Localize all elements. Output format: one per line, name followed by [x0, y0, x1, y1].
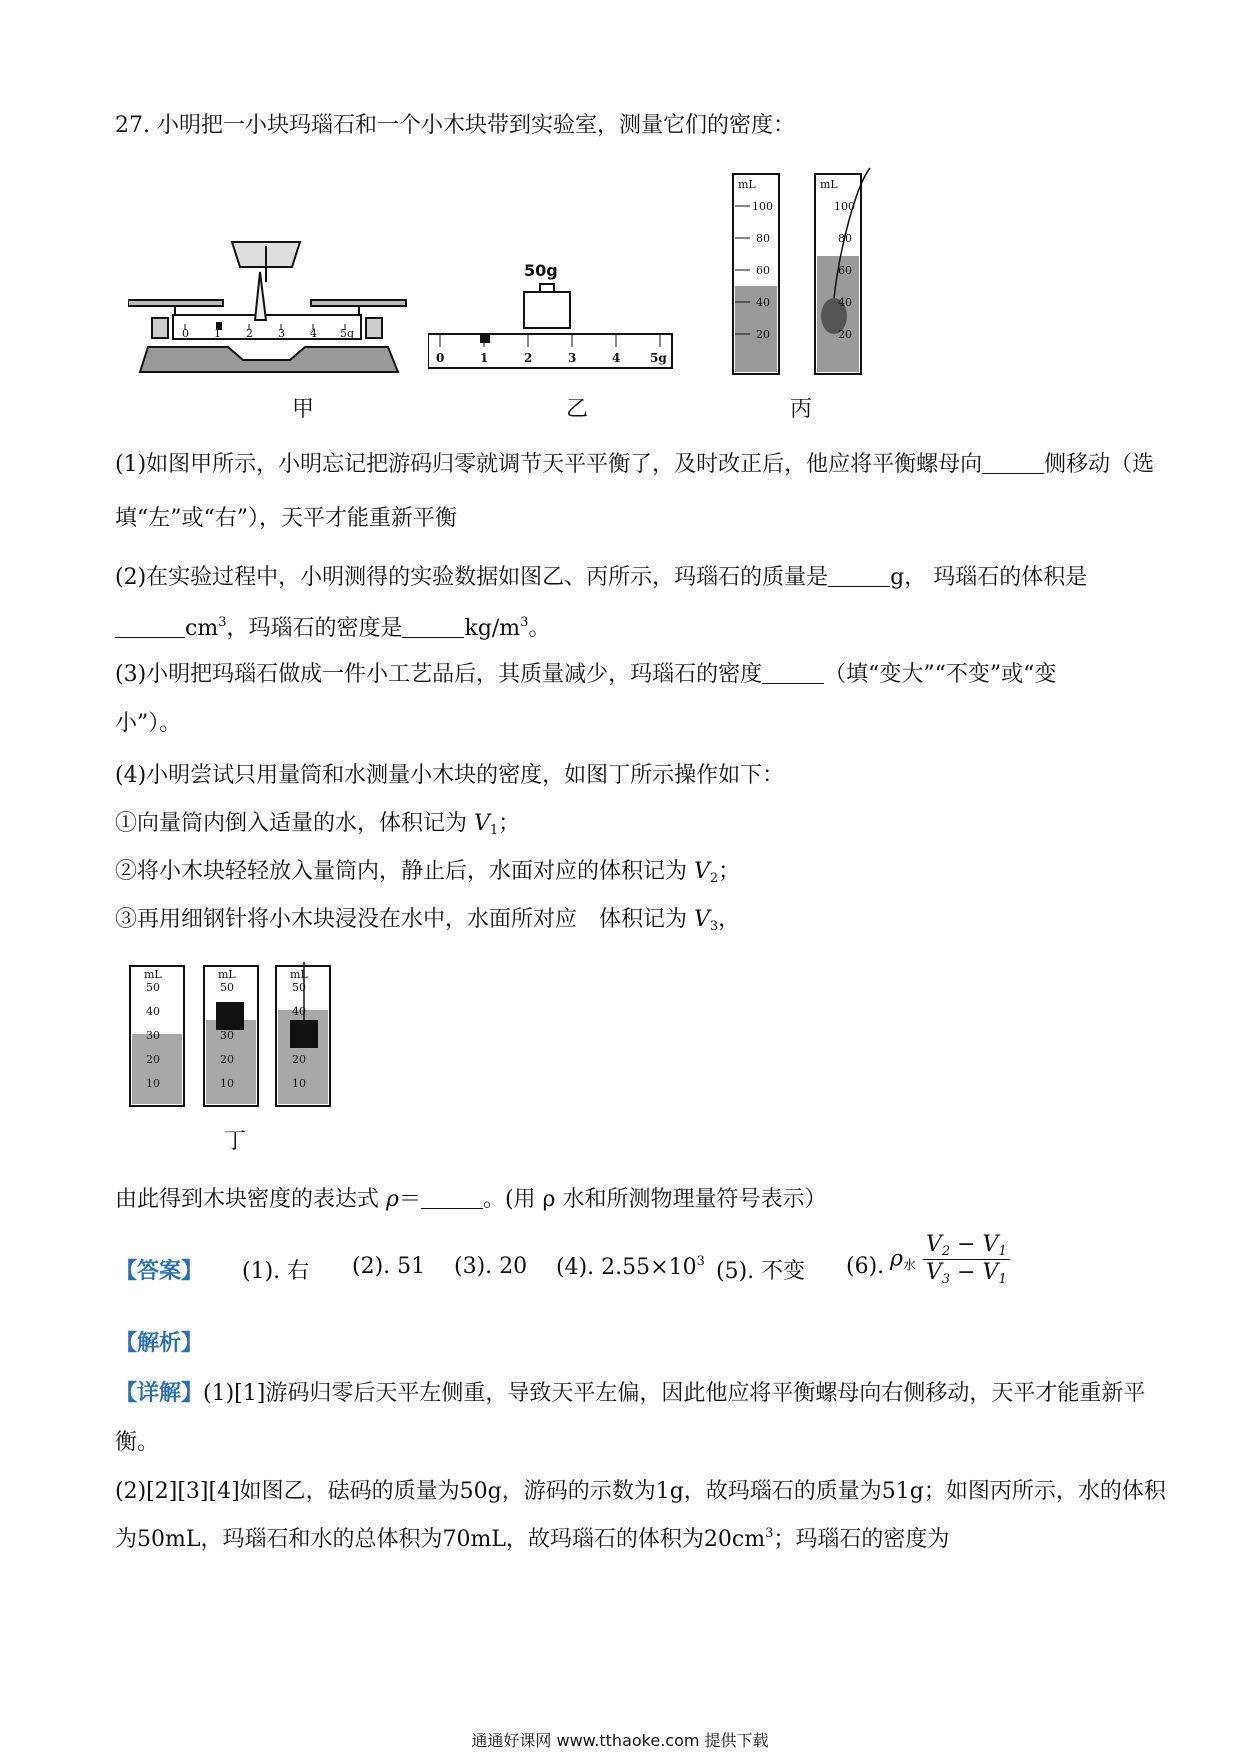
answer-item: (4). $2.55\times 10^3$ [556, 1254, 705, 1280]
svg-text:mL: mL [820, 178, 838, 191]
svg-text:10: 10 [292, 1077, 306, 1090]
svg-text:20: 20 [292, 1053, 306, 1066]
svg-text:30: 30 [220, 1029, 234, 1042]
svg-text:20: 20 [838, 328, 852, 341]
weight-label: 50g [524, 262, 558, 280]
caption-jia: 甲 [292, 397, 315, 422]
svg-text:40: 40 [146, 1005, 160, 1018]
svg-text:50: 50 [146, 981, 160, 994]
svg-text:10: 10 [220, 1077, 234, 1090]
balance-scale-label: 5g [340, 327, 355, 340]
question-intro: 27. 小明把一小块玛瑙石和一个小木块带到实验室，测量它们的密度： [115, 113, 796, 138]
svg-text:40: 40 [756, 296, 770, 309]
density-expression-question: 由此得到木块密度的表达式 ρ＝ 。(用 ρ 水和所测物理量符号表示） [115, 1187, 827, 1212]
cylinders-figure-ding [128, 962, 340, 1110]
cylinders-figure-bing [730, 166, 880, 376]
rider-scale-label: 0 [436, 351, 445, 365]
cylinder-with-agate [815, 168, 870, 374]
question-part-4: (4)小明尝试只用量筒和水测量小木块的密度，如图丁所示操作如下： [115, 763, 785, 788]
caption-ding: 丁 [224, 1129, 247, 1154]
answer-blank [828, 568, 890, 587]
page-footer: 通通好课网 www.tthaoke.com 提供下载 [471, 1731, 769, 1750]
rider-scale-label: 3 [568, 351, 577, 365]
analysis-label: 【解析】 [115, 1330, 204, 1356]
rider-scale-label: 4 [612, 351, 621, 365]
svg-text:40: 40 [292, 1005, 306, 1018]
svg-text:20: 20 [220, 1053, 234, 1066]
answer-blank [115, 619, 185, 638]
caption-yi: 乙 [566, 397, 589, 422]
svg-text:mL: mL [738, 178, 756, 191]
detail-paragraph-1: 【详解】(1)[1]游码归零后天平左侧重，导致天平左偏，因此他应将平衡螺母向右侧移动，天平才能重新平 [115, 1380, 1146, 1406]
svg-text:60: 60 [756, 264, 770, 277]
question-part-2: (2)在实验过程中，小明测得的实验数据如图乙、丙所示，玛瑙石的质量是 g， 玛瑙石的体积是 [115, 565, 1088, 590]
svg-text:20: 20 [146, 1053, 160, 1066]
balance-figure [128, 232, 412, 380]
svg-text:mL: mL [290, 968, 308, 981]
answer-label: 【答案】 [115, 1258, 204, 1284]
caption-bing: 丙 [790, 397, 813, 422]
answer-blank [982, 455, 1044, 474]
rider-scale-label: 2 [524, 351, 533, 365]
svg-text:100: 100 [834, 200, 855, 213]
svg-text:50: 50 [220, 981, 234, 994]
answer-item: (2). 51 [352, 1254, 426, 1279]
detail-paragraph-2: (2)[2][3][4]如图乙，砝码的质量为50g，游码的示数为1g，故玛瑙石的质量为51g；如图丙所示，水的体积 [115, 1479, 1166, 1504]
svg-text:30: 30 [146, 1029, 160, 1042]
rider-scale-label: 5g [650, 351, 667, 365]
svg-text:50: 50 [292, 981, 306, 994]
svg-text:mL: mL [218, 968, 236, 981]
wood-block-icon [216, 1002, 244, 1030]
answer-item: (6). [846, 1254, 885, 1279]
svg-text:40: 40 [838, 296, 852, 309]
balance-scale-label: 2 [246, 327, 253, 340]
question-number: 27. [115, 113, 150, 138]
answer-blank [762, 665, 824, 684]
balance-scale-label: 1 [214, 327, 221, 340]
step-2: ②将小木块轻轻放入量筒内，静止后，水面对应的体积记为 $V_2$； [115, 859, 741, 886]
answer-blank [421, 1190, 483, 1209]
answer-blank [402, 619, 464, 638]
answer-item: (1). 右 [242, 1259, 310, 1284]
svg-text:mL: mL [144, 968, 162, 981]
balance-scale-label: 0 [182, 327, 189, 340]
svg-text:80: 80 [756, 232, 770, 245]
rider-scale-label: 1 [480, 351, 489, 365]
answer-item: (5). 不变 [716, 1259, 806, 1284]
rider-figure [428, 262, 678, 374]
svg-text:60: 60 [838, 264, 852, 277]
svg-text:10: 10 [146, 1077, 160, 1090]
balance-scale-label: 3 [278, 327, 285, 340]
question-part-3: (3)小明把玛瑙石做成一件小工艺品后，其质量减少，玛瑙石的密度 （填“变大”“不变”或“变 [115, 662, 1057, 687]
step-1: ①向量筒内倒入适量的水，体积记为 $V_1$； [115, 811, 521, 838]
answer-item: (3). 20 [454, 1254, 528, 1279]
step-3: ③再用细钢针将小木块浸没在水中，水面所对应 体积记为 $V_3$， [115, 907, 741, 934]
wood-block-icon [290, 1020, 318, 1048]
cylinder-water [733, 174, 779, 374]
question-part-1: (1)如图甲所示，小明忘记把游码归零就调节天平平衡了，及时改正后，他应将平衡螺母向 侧移动（选 [115, 452, 1155, 477]
answer-formula: $\rho_水$ $\frac{V_2 - V_1}{V_3 - V_1}$ [890, 1232, 1010, 1287]
svg-text:100: 100 [752, 200, 773, 213]
svg-text:80: 80 [838, 232, 852, 245]
weight-icon [524, 292, 570, 328]
svg-text:20: 20 [756, 328, 770, 341]
balance-scale-label: 4 [310, 327, 317, 340]
